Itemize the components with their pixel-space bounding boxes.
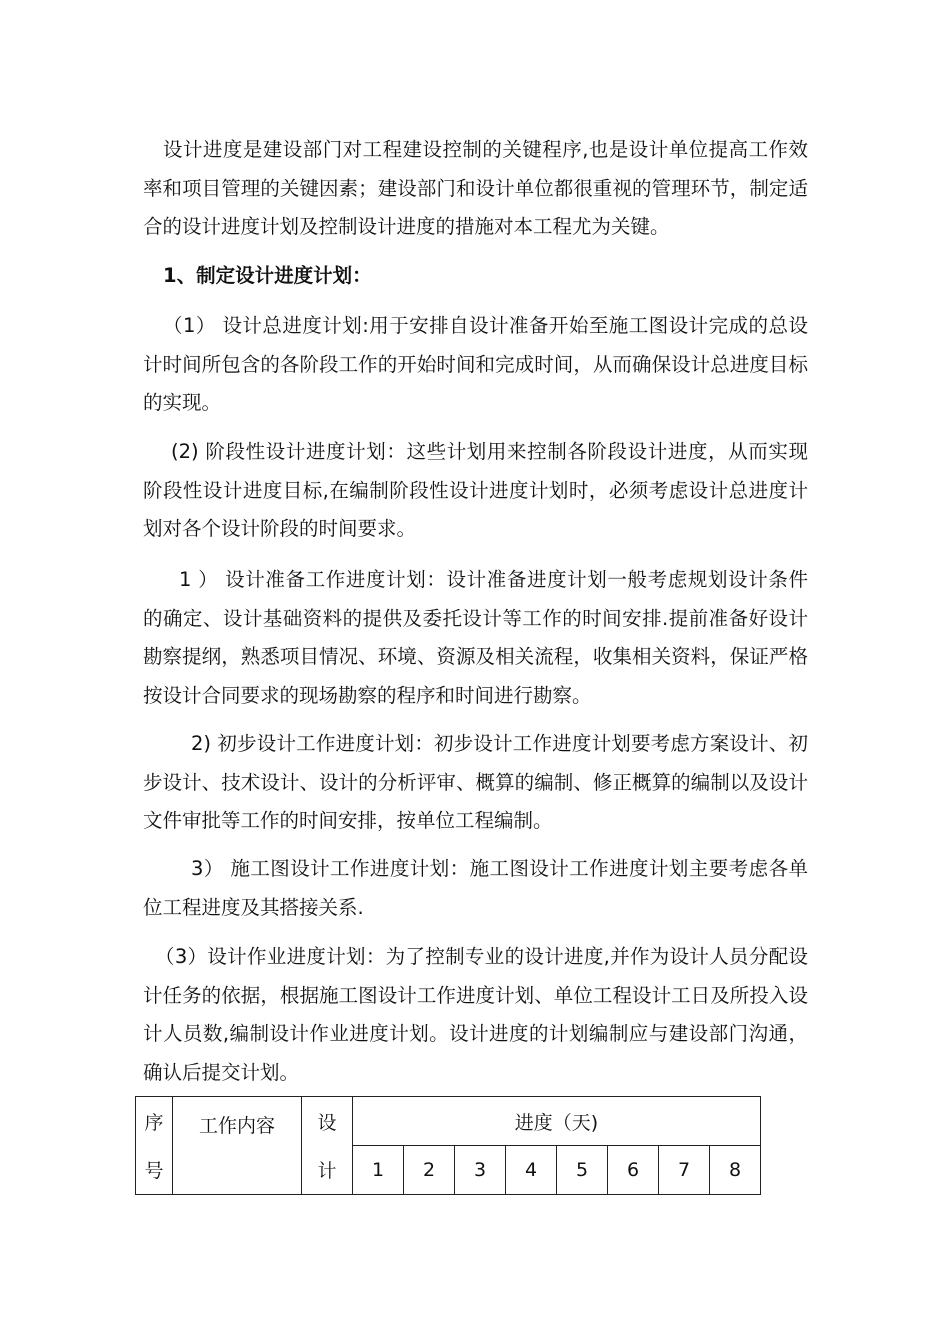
day-cell: 7: [659, 1146, 710, 1195]
sub2-paragraph: 2) 初步设计工作进度计划：初步设计工作进度计划要考虑方案设计、初步设计、技术设计、设计的分析评审、概算的编制、修正概算的编制以及设计文件审批等工作的时间安排，按单位工程编制。: [143, 732, 808, 832]
day-cell: 1: [353, 1146, 404, 1195]
section-heading: 1、制定设计进度计划：: [163, 264, 372, 287]
intro-paragraph: 设计进度是建设部门对工程建设控制的关键程序,也是设计单位提高工作效率和项目管理的关键因素；建设部门和设计单位都很重视的管理环节，制定适合的设计进度计划及控制设计进度的措施对本工程尤为关键。: [143, 138, 808, 238]
seq-header-top: 序: [136, 1097, 173, 1146]
day-cell: 4: [506, 1146, 557, 1195]
item3-paragraph: （3）设计作业进度计划：为了控制专业的设计进度,并作为设计人员分配设计任务的依据，根据施工图设计工作进度计划、单位工程设计工日及所投入设计人员数,编制设计作业进度计划。设计进度的计划编制应与建设部门沟通，确认后提交计划。: [143, 945, 808, 1084]
item1-paragraph: （1） 设计总进度计划:用于安排自设计准备开始至施工图设计完成的总设计时间所包含的各阶段工作的开始时间和完成时间，从而确保设计总进度目标的实现。: [143, 314, 808, 414]
work-content-header: 工作内容: [173, 1097, 302, 1195]
item2-paragraph: (2) 阶段性设计进度计划：这些计划用来控制各阶段设计进度，从而实现阶段性设计进度目标,在编制阶段性设计进度计划时，必须考虑设计总进度计划对各个设计阶段的时间要求。: [143, 440, 808, 540]
sub3-paragraph: 3） 施工图设计工作进度计划：施工图设计工作进度计划主要考虑各单位工程进度及其搭接关系.: [143, 857, 808, 919]
progress-header: 进度（天): [353, 1097, 761, 1146]
day-cell: 6: [608, 1146, 659, 1195]
schedule-table: [135, 1096, 761, 1195]
table-header-row-1: [136, 1097, 761, 1146]
day-cell: 5: [557, 1146, 608, 1195]
day-cell: 2: [404, 1146, 455, 1195]
design-header-bottom: 计: [302, 1146, 353, 1195]
day-cell: 8: [710, 1146, 761, 1195]
seq-header-bottom: 号: [136, 1146, 173, 1195]
day-cell: 3: [455, 1146, 506, 1195]
design-header-top: 设: [302, 1097, 353, 1146]
sub1-paragraph: 1 ） 设计准备工作进度计划：设计准备进度计划一般考虑规划设计条件的确定、设计基础资料的提供及委托设计等工作的时间安排.提前准备好设计勘察提纲，熟悉项目情况、环境、资源及相关流程，收集相关资料，保证严格按设计合同要求的现场勘察的程序和时间进行勘察。: [143, 568, 808, 707]
